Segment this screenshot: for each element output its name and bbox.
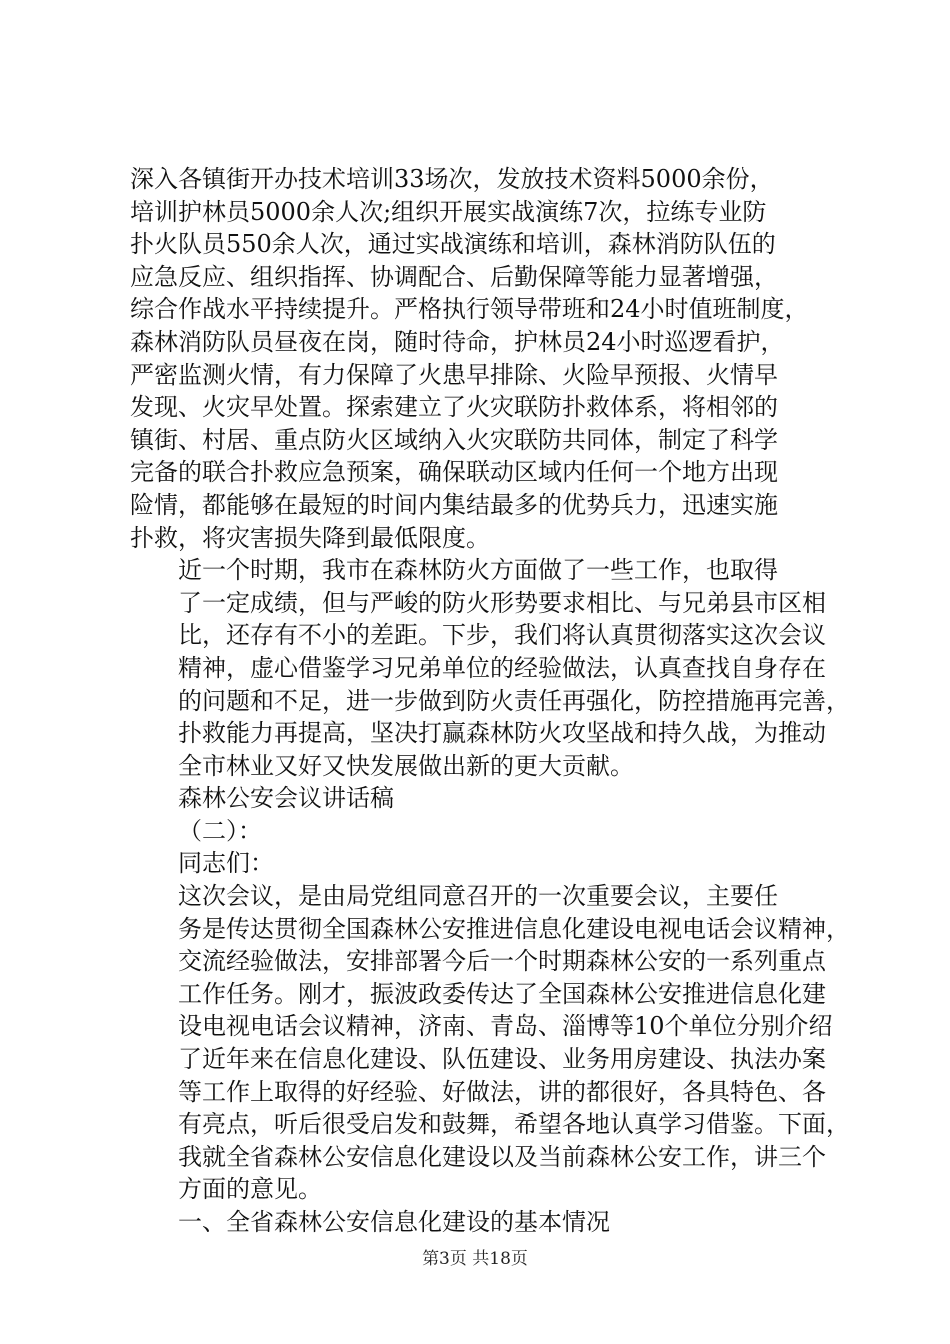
text-line: 这次会议，是由局党组同意召开的一次重要会议，主要任 (178, 882, 778, 911)
text-line: 设电视电话会议精神，济南、青岛、淄博等10个单位分别介绍 (178, 1012, 833, 1041)
text-line: 扑救，将灾害损失降到最低限度。 (130, 523, 490, 552)
text-line: 交流经验做法，安排部署今后一个时期森林公安的一系列重点 (178, 947, 826, 976)
text-line: 工作任务。刚才，振波政委传达了全国森林公安推进信息化建 (178, 979, 826, 1008)
text-line: 的问题和不足，进一步做到防火责任再强化，防控措施再完善， (178, 686, 850, 715)
text-line: 发现、火灾早处置。探索建立了火灾联防扑救体系，将相邻的 (130, 393, 778, 422)
paragraph (130, 1206, 842, 1239)
text-line: 我就全省森林公安信息化建设以及当前森林公安工作，讲三个 (178, 1142, 826, 1171)
text-line: 全市林业又好又快发展做出新的更大贡献。 (178, 751, 634, 780)
paragraph (130, 163, 842, 554)
text-line: 培训护林员5000余人次;组织开展实战演练7次，拉练专业防 (130, 197, 767, 226)
text-line: 扑救能力再提高，坚决打赢森林防火攻坚战和持久战，为推动 (178, 719, 826, 748)
text-line: 有亮点，听后很受启发和鼓舞，希望各地认真学习借鉴。下面， (178, 1110, 850, 1139)
text-line: 深入各镇街开办技术培训33场次，发放技术资料5000余份， (130, 165, 774, 193)
text-line: 比，还存有不小的差距。下步，我们将认真贯彻落实这次会议 (178, 621, 826, 650)
text-line: 等工作上取得的好经验、好做法，讲的都很好，各具特色、各 (178, 1077, 826, 1106)
paragraph (130, 782, 842, 815)
text-line: 了一定成绩，但与严峻的防火形势要求相比、与兄弟县市区相 (178, 588, 826, 617)
text-line: 扑火队员550余人次，通过实战演练和培训，森林消防队伍的 (130, 230, 776, 259)
text-line: 应急反应、组织指挥、协调配合、后勤保障等能力显著增强， (130, 262, 778, 291)
text-line: 镇街、村居、重点防火区域纳入火灾联防共同体，制定了科学 (130, 425, 778, 454)
text-line: 一、全省森林公安信息化建设的基本情况 (178, 1208, 610, 1236)
text-line: 精神，虚心借鉴学习兄弟单位的经验做法，认真查找自身存在 (178, 653, 826, 682)
paragraph (130, 554, 850, 782)
text-line: 森林消防队员昼夜在岗，随时待命，护林员24小时巡逻看护， (130, 327, 785, 356)
text-line: 务是传达贯彻全国森林公安推进信息化建设电视电话会议精神， (178, 914, 850, 943)
text-line: 近一个时期，我市在森林防火方面做了一些工作，也取得 (178, 556, 778, 585)
text-line: 同志们： (178, 849, 274, 878)
text-line: 方面的意见。 (178, 1175, 322, 1204)
text-line: 综合作战水平持续提升。严格执行领导带班和24小时值班制度， (130, 295, 809, 324)
page-footer: 第3页 共18页 (422, 1249, 528, 1269)
text-line: 严密监测火情，有力保障了火患早排除、火险早预报、火情早 (130, 360, 778, 389)
text-line: 森林公安会议讲话稿 (178, 784, 394, 813)
text-line: 险情，都能够在最短的时间内集结最多的优势兵力，迅速实施 (130, 490, 778, 519)
document-body (130, 163, 850, 1239)
text-line: （二）： (178, 816, 262, 845)
text-line: 了近年来在信息化建设、队伍建设、业务用房建设、执法办案 (178, 1045, 826, 1074)
paragraph (130, 880, 850, 1206)
paragraph (130, 815, 842, 848)
paragraph (130, 847, 842, 880)
text-line: 完备的联合扑救应急预案，确保联动区域内任何一个地方出现 (130, 458, 778, 487)
